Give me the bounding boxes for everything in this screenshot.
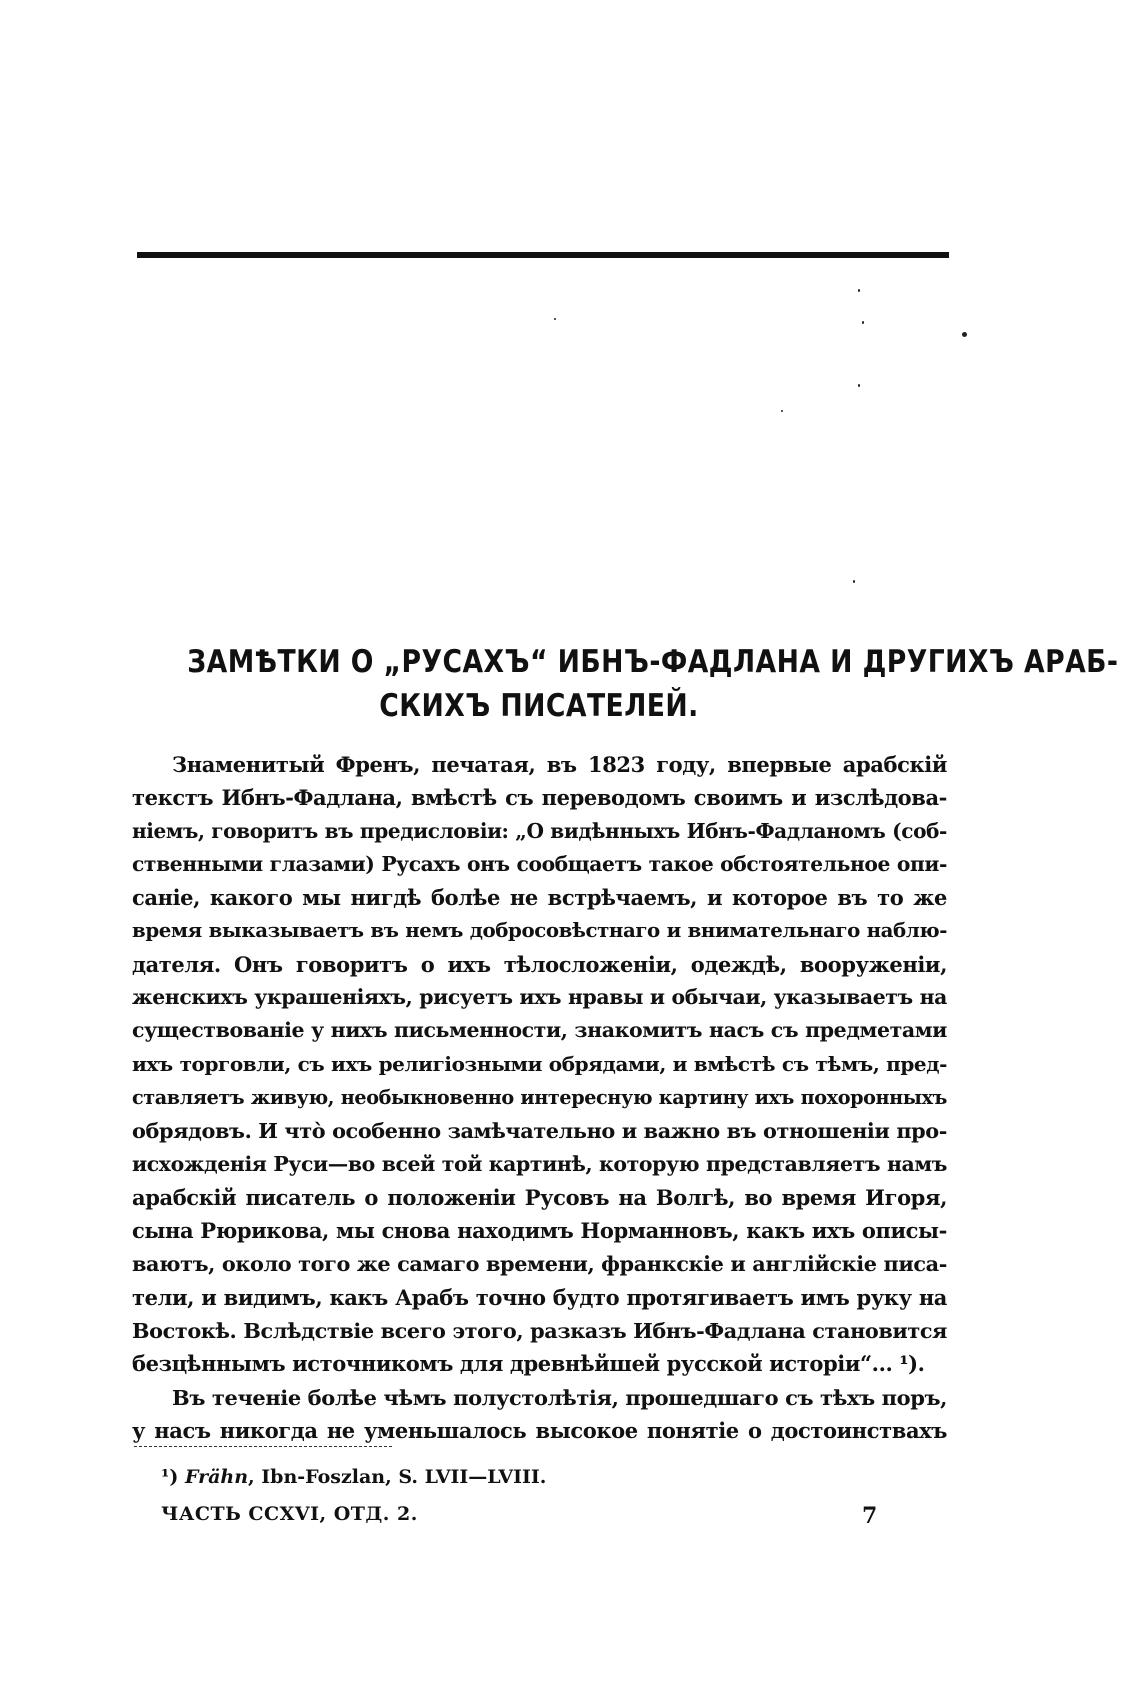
text-line: тели, и видимъ, какъ Арабъ точно будто протягиваетъ имъ руку на xyxy=(132,1284,947,1310)
print-speck xyxy=(858,289,860,292)
text-line: дателя. Онъ говоритъ о ихъ тѣлосложеніи, одеждѣ, вооруженіи, xyxy=(132,951,947,977)
text-line: ваютъ, около того же самаго времени, франкскіе и англійскіе писа- xyxy=(132,1251,947,1277)
print-speck xyxy=(962,332,967,337)
print-speck xyxy=(853,580,855,583)
text-line: саніе, какого мы нигдѣ болѣе не встрѣчаемъ, и которое въ то же xyxy=(132,885,947,911)
article-title xyxy=(187,640,1119,728)
footnote-rule xyxy=(134,1446,392,1448)
article-body xyxy=(132,748,947,1447)
header-rule xyxy=(137,252,949,258)
footnote-author: Frähn xyxy=(184,1466,249,1488)
text-line: Знаменитый Френъ, печатая, въ 1823 году, впервые арабскій xyxy=(172,752,947,777)
signature-line: ЧАСТЬ CCXVI, ОТД. 2. xyxy=(161,1503,418,1525)
text-line: ніемъ, говоритъ въ предисловіи: „О видѣнныхъ Ибнъ-Фадланомъ (соб- xyxy=(132,818,947,843)
text-line: ственными глазами) Русахъ онъ сообщаетъ такое обстоятельное опи- xyxy=(132,851,947,876)
text-line: обрядовъ. И что̀ особенно замѣчательно и важно въ отношеніи про- xyxy=(132,1118,947,1144)
text-line: у насъ никогда не уменьшалось высокое понятіе о достоинствахъ xyxy=(132,1417,947,1443)
paragraph xyxy=(132,748,947,1381)
page-number: 7 xyxy=(862,1503,878,1529)
print-speck xyxy=(858,384,860,387)
title-line: ЗАМѢТКИ О „РУСАХЪ“ ИБНЪ-ФАДЛАНА И ДРУГИХЪ АРАБ- xyxy=(187,644,1119,680)
text-line: Въ теченіе болѣе чѣмъ полустолѣтія, прошедшаго съ тѣхъ поръ, xyxy=(172,1384,947,1410)
text-line: безцѣннымъ источникомъ для древнѣйшей русской исторіи“... ¹). xyxy=(132,1351,925,1377)
text-line: время выказываетъ въ немъ добросовѣстнаго и внимательнаго наблю- xyxy=(132,918,947,943)
text-line: существованіе у нихъ письменности, знакомитъ насъ съ предметами xyxy=(132,1018,947,1043)
text-line: сына Рюрикова, мы снова находимъ Норманновъ, какъ ихъ описы- xyxy=(132,1218,947,1244)
title-line: СКИХЪ ПИСАТЕЛЕЙ. xyxy=(379,688,699,724)
text-line: арабскій писатель о положеніи Русовъ на Волгѣ, во время Игоря, xyxy=(132,1184,947,1210)
print-speck xyxy=(781,410,783,412)
print-speck xyxy=(862,321,864,324)
paragraph xyxy=(132,1381,947,1448)
print-speck xyxy=(554,318,556,320)
text-line: ихъ торговли, съ ихъ религіозными обрядами, и вмѣстѣ съ тѣмъ, пред- xyxy=(132,1051,947,1076)
footnote xyxy=(161,1466,546,1488)
footnote-marker: ¹) xyxy=(161,1466,179,1488)
text-line: ставляетъ живую, необыкновенно интересную картину ихъ похоронныхъ xyxy=(132,1085,947,1109)
text-line: исхожденія Руси—во всей той картинѣ, которую представляетъ намъ xyxy=(132,1151,947,1176)
footnote-text: , Ibn-Foszlan, S. LVII—LVIII. xyxy=(248,1466,547,1488)
text-line: текстъ Ибнъ-Фадлана, вмѣстѣ съ переводомъ своимъ и изслѣдова- xyxy=(132,785,947,811)
text-line: женскихъ украшеніяхъ, рисуетъ ихъ нравы и обычаи, указываетъ на xyxy=(132,985,947,1010)
text-line: Востокѣ. Вслѣдствіе всего этого, разказъ Ибнъ-Фадлана становится xyxy=(132,1318,947,1344)
